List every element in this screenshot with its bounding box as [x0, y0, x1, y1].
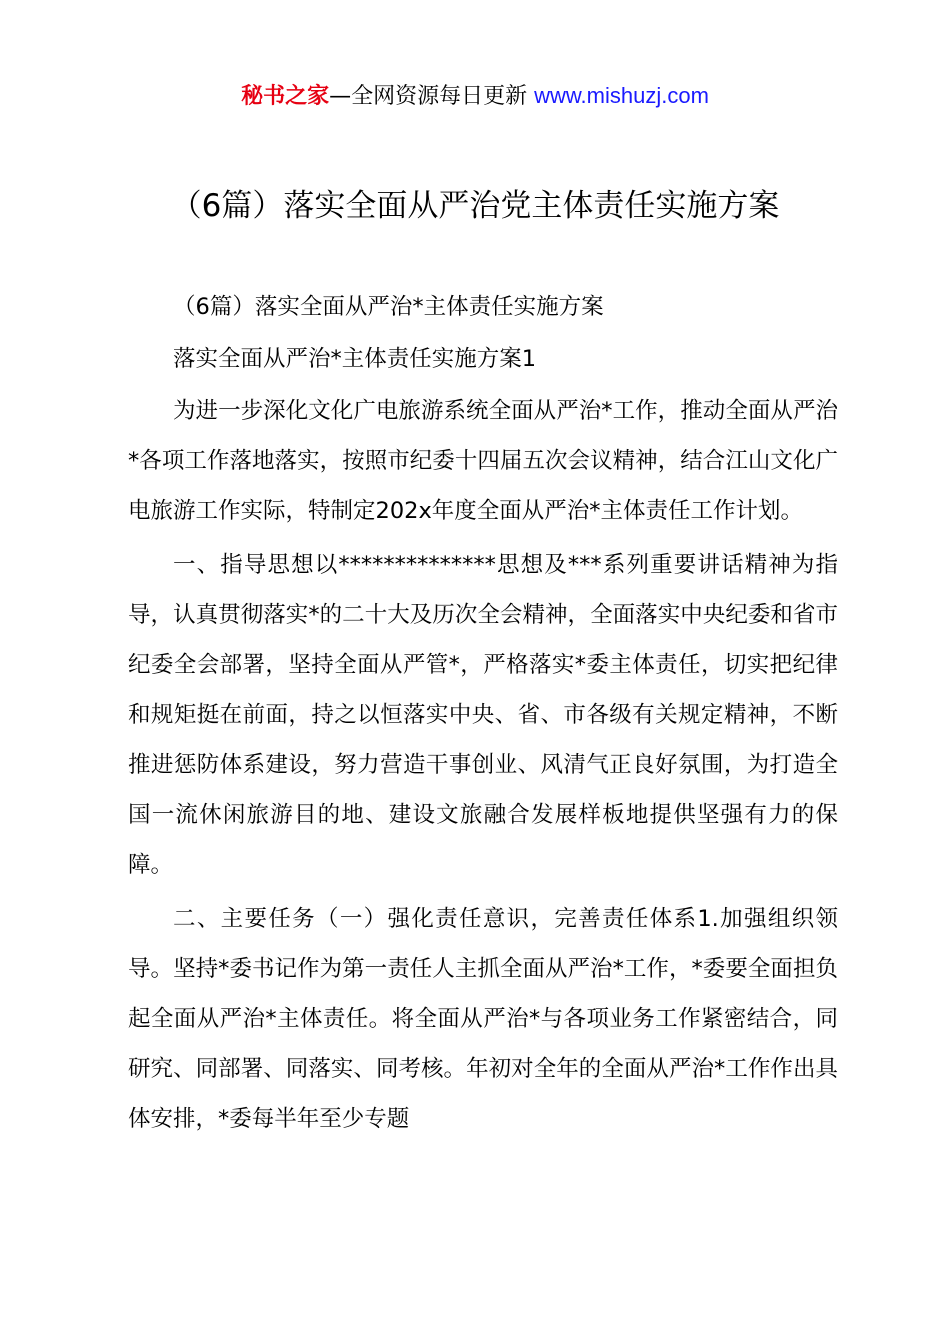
body-paragraph-main-tasks: 二、主要任务（一）强化责任意识，完善责任体系1.加强组织领导。坚持*委书记作为第一责任人主抓全面从严治*工作，*委要全面担负起全面从严治*主体责任。将全面从严治*与各项业务工作紧密结合，同研究、同部署、同落实、同考核。年初对全年的全面从严治*工作作出具体安排，*委每半年至少专题 [128, 906, 838, 1132]
body-paragraph-intro: 为进一步深化文化广电旅游系统全面从严治*工作，推动全面从严治*各项工作落地落实，按照市纪委十四届五次会议精神，结合江山文化广电旅游工作实际，特制定202x年度全面从严治*主体责任工作计划。 [128, 398, 838, 524]
body-paragraph-guiding-thought: 一、指导思想以**************思想及***系列重要讲话精神为指导，认真贯彻落实*的二十大及历次全会精神，全面落实中央纪委和省市纪委全会部署，坚持全面从严管*，严格落实*委主体责任，切实把纪律和规矩挺在前面，持之以恒落实中央、省、市各级有关规定精神，不断推进惩防体系建设，努力营造干事创业、风清气正良好氛围，为打造全国一流休闲旅游目的地、建设文旅融合发展样板地提供坚强有力的保障。 [128, 552, 838, 878]
site-brand: 秘书之家 [241, 84, 330, 109]
site-url-link[interactable]: www.mishuzj.com [534, 83, 709, 108]
site-slogan: —全网资源每日更新 [329, 84, 535, 109]
body-paragraph-section-title: 落实全面从严治*主体责任实施方案1 [173, 346, 537, 372]
document-title: （6篇）落实全面从严治党主体责任实施方案 [170, 188, 780, 224]
site-banner [0, 80, 950, 113]
document-body [128, 282, 838, 1144]
body-paragraph-subtitle: （6篇）落实全面从严治*主体责任实施方案 [173, 294, 604, 320]
